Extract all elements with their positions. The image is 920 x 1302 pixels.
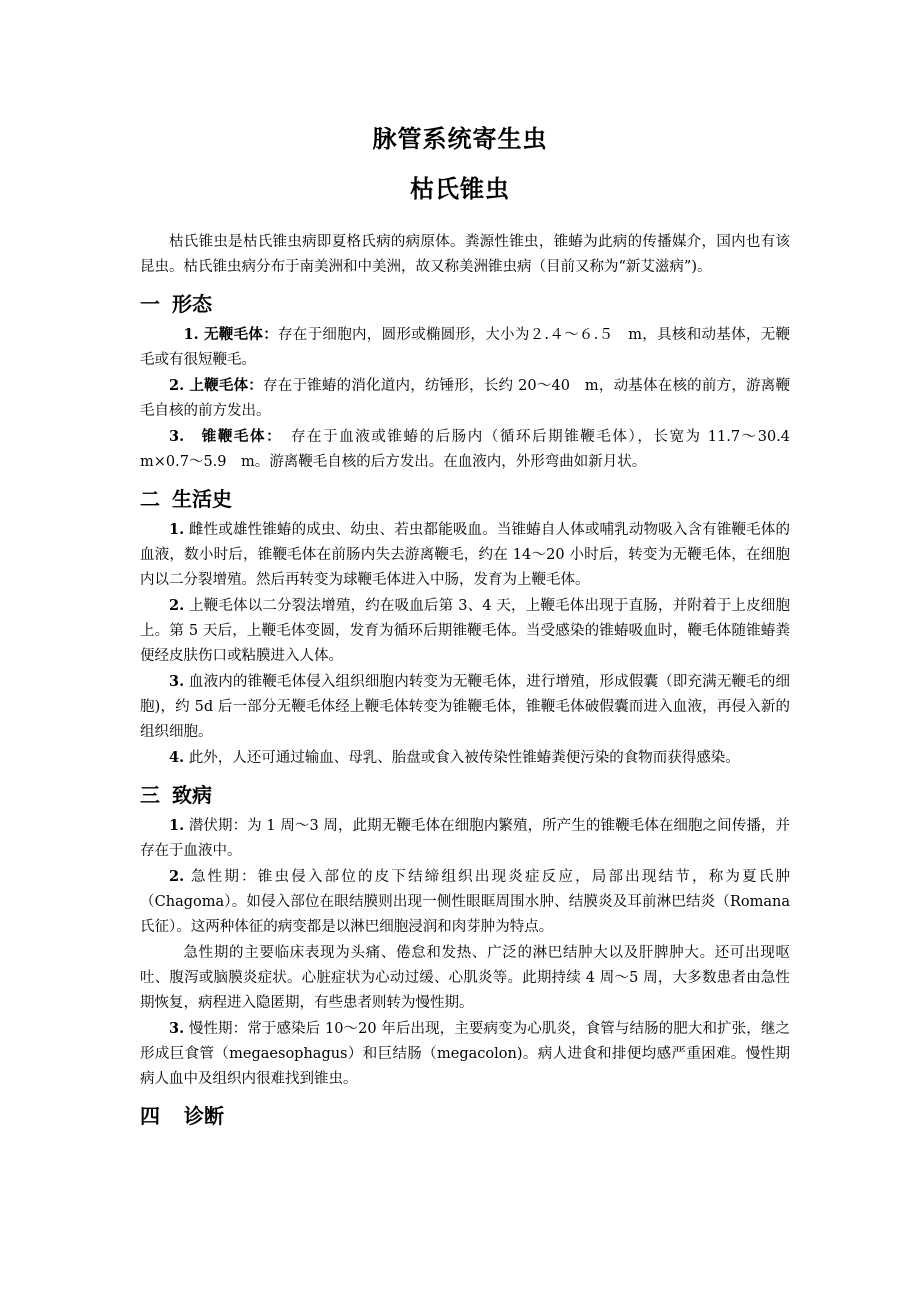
section-heading-text: 致病 [172,783,212,807]
section-number: 一 [140,292,160,316]
list-item [140,864,790,940]
list-item [140,373,790,424]
item-text: 急性期的主要临床表现为头痛、倦怠和发热、广泛的淋巴结肿大以及肝脾肿大。还可出现呕吐、腹泻或脑膜炎症状。心脏症状为心动过缓、心肌炎等。此期持续 4 周～5 周，大多数患者由急性期恢复，病程进入隐匿期，有些患者则转为慢性期。 [140,945,790,1011]
item-label: 3. [169,673,185,690]
section-heading-morphology [140,290,790,318]
item-label: 2. [169,597,185,614]
item-text: 慢性期：常于感染后 10～20 年后出现，主要病变为心肌炎，食管与结肠的肥大和扩张，继之形成巨食管（megaesophagus）和巨结肠（megacolon)。病人进食和排便均感严重困难。慢性期病人血中及组织内很难找到锥虫。 [140,1021,790,1087]
item-label: 1. [169,521,185,538]
section-heading-text: 生活史 [172,487,232,511]
item-label: 3. [169,1020,185,1037]
section-number: 三 [140,783,160,807]
section-number: 四 [140,1104,160,1128]
list-item [140,669,790,745]
item-label: 2. 上鞭毛体： [169,377,264,394]
item-text: 上鞭毛体以二分裂法增殖，约在吸血后第 3、4 天，上鞭毛体出现于直肠，并附着于上皮细胞上。第 5 天后，上鞭毛体变圆，发育为循环后期锥鞭毛体。当受感染的锥蝽吸血时，鞭毛体随锥蝽粪便经皮肤伤口或粘膜进入人体。 [140,598,790,664]
item-label: 2. [169,868,185,885]
item-text: 此外，人还可通过输血、母乳、胎盘或食入被传染性锥蝽粪便污染的食物而获得感染。 [184,750,740,766]
item-label: 3. 锥鞭毛体： [169,428,275,445]
section-heading-pathogenesis [140,781,790,809]
intro-paragraph: 枯氏锥虫是枯氏锥虫病即夏格氏病的病原体。粪源性锥虫，锥蝽为此病的传播媒介，国内也有该昆虫。枯氏锥虫病分布于南美洲和中美洲，故又称美洲锥虫病（目前又称为“新艾滋病”)。 [140,234,790,275]
list-item [140,940,790,1016]
list-item [140,813,790,864]
item-text: 急性期：锥虫侵入部位的皮下结缔组织出现炎症反应，局部出现结节，称为夏氏肿（Chagoma）。如侵入部位在眼结膜则出现一侧性眼眶周围水肿、结膜炎及耳前淋巴结炎（Romana 氏征）。这两种体征的病变都是以淋巴细胞浸润和肉芽肿为特点。 [140,869,790,935]
item-text: 潜伏期：为 1 周～3 周，此期无鞭毛体在细胞内繁殖，所产生的锥鞭毛体在细胞之间传播，并存在于血液中。 [140,818,790,859]
item-label: 1. [169,817,185,834]
item-text: 血液内的锥鞭毛体侵入组织细胞内转变为无鞭毛体，进行增殖，形成假囊（即充满无鞭毛的细胞)，约 5d 后一部分无鞭毛体经上鞭毛体转变为锥鞭毛体，锥鞭毛体破假囊而进入血液，再侵入新的组织细胞。 [140,674,790,740]
list-item [140,517,790,593]
section-number: 二 [140,487,160,511]
list-item [140,1016,790,1092]
list-item [140,322,790,373]
item-label: 1. 无鞭毛体： [183,326,278,343]
item-text: 存在于锥蝽的消化道内，纺锤形，长约 20～40 m，动基体在核的前方，游离鞭毛自核的前方发出。 [140,378,790,419]
item-text: 存在于细胞内，圆形或椭圆形，大小为２.４～６.５ m，具核和动基体，无鞭毛或有很短鞭毛。 [140,327,791,368]
list-item [140,424,805,475]
item-label: 4. [169,749,185,766]
item-text: 存在于血液或锥蝽的后肠内（循环后期锥鞭毛体），长宽为 11.7～30.4 m×0.7～5.9 m。游离鞭毛自核的后方发出。在血液内，外形弯曲如新月状。 [140,429,805,470]
section-heading-text: 形态 [172,292,212,316]
list-item [140,593,790,669]
section-heading-diagnosis [140,1102,790,1130]
section-heading-text: 诊断 [184,1104,224,1128]
list-item [140,745,790,771]
section-heading-life-cycle [140,485,790,513]
page-title: 脉管系统寄生虫 [372,125,548,153]
page-subtitle: 枯氏锥虫 [410,175,510,203]
item-text: 雌性或雄性锥蝽的成虫、幼虫、若虫都能吸血。当锥蝽自人体或哺乳动物吸入含有锥鞭毛体的血液，数小时后，锥鞭毛体在前肠内失去游离鞭毛，约在 14～20 小时后，转变为无鞭毛体，在细胞内以二分裂增殖。然后再转变为球鞭毛体进入中肠，发育为上鞭毛体。 [140,522,790,588]
document-body [140,230,805,1134]
